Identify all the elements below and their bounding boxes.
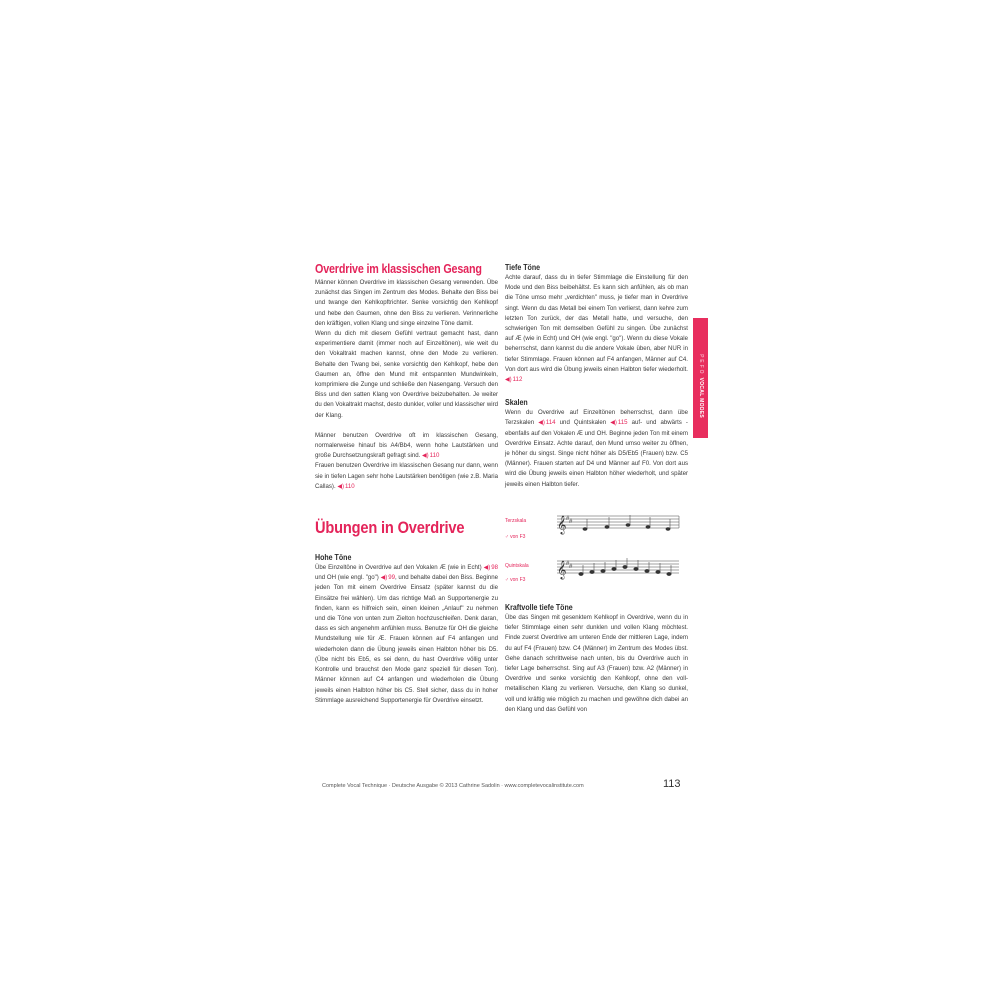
- paragraph: Wenn du Overdrive auf Einzeltönen beherrschst, dann übe Terzskalen ◀)114 und Quintskalen ◀)115 auf- und abwärts - ebenfalls auf den Vokalen Æ und OH. Beginne jeden Ton mit einem Overdrive Einsatz. Achte darauf, den Mund umso weiter zu öffnen, je höher du singst. Singe nicht höher als D5/Eb5 (Frauen) bzw. C5 (Männer). Frauen starten auf D4 und Männer auf F0. Von dort aus wird die Übung jeweils einen Halbton höher wiederholt, und später jeweils einen Halbton tiefer.: [505, 409, 688, 488]
- svg-text:#: #: [566, 561, 570, 567]
- speaker-icon: ◀): [538, 420, 545, 427]
- chapter-side-tab[interactable]: [693, 318, 708, 438]
- paragraph: Übe das Singen mit gesenktem Kehlkopf in Overdrive, wenn du in tiefer Stimmlage einen sehr dunklen und vollen Klang möchtest. Finde zuerst Overdrive am unteren Ende der mittleren Lage, indem du auf F4 (Frauen) bzw. C4 (Männer) im Zentrum des Modes übst. Gehe danach schrittweise nach unten, bis du Overdrive auch in tiefer Lage beherrschst. Sing auf A3 (Frauen) bzw. A2 (Männer) in Overdrive und senke vorsichtig den Kehlkopf, ohne den voll-metallischen Klang zu verlieren. Versuche, den Klang so dunkel, voll und kräftig wie möglich zu machen und gewöhne dich dabei an den Klang und das Gefühl von: [505, 614, 688, 713]
- audio-track-ref[interactable]: ◀)98: [484, 564, 498, 571]
- paragraph: Männer können Overdrive im klassischen Gesang verwenden. Übe zunächst das Singen im Zentrum des Modes. Behalte den Biss bei und twange den Kehlkopftrichter. Senke vorsichtig den Kehlkopf und hebe den Gaumen, ohne den Biss zu verlieren. Verinnerliche den kräftigen, vollen Klang und singe einzelne Töne damit.: [315, 279, 498, 327]
- left-column: [315, 262, 498, 706]
- main-title: Übungen in Overdrive: [315, 518, 465, 538]
- paragraph: Achte darauf, dass du in tiefer Stimmlage die Einstellung für den Mode und den Biss beibehältst. Es kann sich anfühlen, als ob man die Töne umso mehr „verdichten" muss, je tiefer man in Overdrive singt. Wenn du das Metall bei einem Ton verlierst, dann kehre zum letzten Ton zurück, der das Metall hatte, und versuche, den schwierigen Ton mit demselben Gefühl zu singen. Übe zunächst auf Æ (wie in Echt) und OH (wie engl. "go"). Wenn du diese Vokale beherrschst, dann kannst du die andere Vokale üben, aber NUR in tiefer Stimmlage. Frauen können auf F4 anfangen, Männer auf C4. Von dort aus wird die Übung jeweils einen Halbton tiefer wiederholt. ◀)112: [505, 273, 688, 385]
- subsection-title-low-notes: Tiefe Töne: [505, 263, 541, 272]
- music-staff-icon: [555, 510, 683, 538]
- staff-sub-label: ♂ von F3: [505, 534, 526, 540]
- right-column: [505, 262, 688, 490]
- paragraph: Frauen benutzen Overdrive im klassischen Gesang nur dann, wenn sie in tiefen Lagen sehr hohe Lautstärken benötigen (wie z.B. Maria Callas). ◀)110: [315, 461, 498, 492]
- chapter-label: VOCAL MODES: [698, 377, 704, 418]
- staff-sub-label: ♂ von F3: [505, 577, 526, 583]
- speaker-icon: ◀): [337, 483, 344, 490]
- staff-label: Terzskala: [505, 518, 527, 524]
- audio-track-ref[interactable]: ◀)110: [337, 483, 354, 490]
- svg-text:𝄞: 𝄞: [557, 562, 567, 579]
- speaker-icon: ◀): [610, 420, 617, 427]
- paragraph: Männer benutzen Overdrive oft im klassischen Gesang, normalerweise hinauf bis A4/Bb4, wenn hohe Lautstärken und große Durchsetzungskraft gefragt sind. ◀)110: [315, 431, 498, 462]
- svg-text:#: #: [566, 516, 570, 522]
- audio-track-ref[interactable]: ◀)110: [422, 452, 439, 459]
- page-number: 113: [663, 778, 681, 790]
- page-footer: Complete Vocal Technique · Deutsche Ausgabe © 2013 Cathrine Sadolin · www.completevocalinstitute.com: [322, 783, 584, 789]
- svg-text:𝄞: 𝄞: [557, 517, 567, 534]
- speaker-icon: ◀): [422, 453, 429, 460]
- paragraph: Wenn du dich mit diesem Gefühl vertraut gemacht hast, dann experimentiere damit (immer noch auf Einzeltönen), wie weit du den Vokaltrakt machen kannst, ohne den Mode zu verlieren. Behalte den Twang bei, senke vorsichtig den Kehlkopf, hebe den Gaumen an, öffne den Mund mit entspannten Mundwinkeln, komprimiere die Zunge und schließe den Nasengang. Versuch den Biss und den satten Klang von Overdrive beizubehalten. Je weiter du den Vokaltrakt machst, desto dunkler, voller und klassischer wird der Klang.: [315, 330, 498, 419]
- audio-track-ref[interactable]: ◀)114: [538, 419, 555, 426]
- staff-third-scale: [505, 510, 685, 540]
- right-column-lower: [505, 602, 688, 715]
- audio-track-ref[interactable]: ◀)112: [505, 376, 522, 383]
- paragraph: Übe Einzeltöne in Overdrive auf den Vokalen Æ (wie in Echt) ◀)98 und OH (wie engl. "go") ◀)99, und behalte dabei den Biss. Beginne jeden Ton mit einem Overdrive Einsatz (später kannst du die Einsätze frei wählen). Um das richtige Maß an Supportenergie zu finden, kann es hilfreich sein, einen kleinen „Anlauf" zu nehmen und die Töne von unten zum Zielton hochzuschleifen. Denk daran, dass es sich angenehm anfühlen muss. Benutze für OH die gleiche Mundstellung wie für Æ. Frauen können auf F4 anfangen und wiederholen dann die Übung jeweils einen Halbton höher bis D5. (Übe nicht bis Eb5, es sei denn, du hast Overdrive völlig unter Kontrolle und brauchst den Mode ganz speziell für diesen Ton). Männer können auf C4 anfangen und wiederholen die Übung jeweils einen Halbton höher bis C5. Stell sicher, dass du in hoher Stimmlage ausreichend Supportenergie für Overdrive einsetzt.: [315, 564, 498, 704]
- speaker-icon: ◀): [505, 377, 512, 384]
- staff-fifth-scale: [505, 555, 685, 585]
- music-staff-icon: [555, 555, 683, 583]
- audio-track-ref[interactable]: ◀)115: [610, 419, 627, 426]
- chapter-letters: P E F O: [698, 354, 704, 374]
- speaker-icon: ◀): [380, 575, 388, 582]
- svg-text:#: #: [569, 564, 573, 570]
- subsection-title-scales: Skalen: [505, 398, 528, 408]
- staff-label: Quintskala: [505, 563, 529, 569]
- subsection-title-high-notes: Hohe Töne: [315, 553, 352, 563]
- speaker-icon: ◀): [483, 565, 491, 572]
- subsection-title-powerful-low-notes: Kraftvolle tiefe Töne: [505, 603, 573, 612]
- svg-text:#: #: [569, 519, 573, 525]
- section-title-classical: Overdrive im klassischen Gesang: [315, 262, 482, 276]
- audio-track-ref[interactable]: ◀)99: [381, 574, 395, 581]
